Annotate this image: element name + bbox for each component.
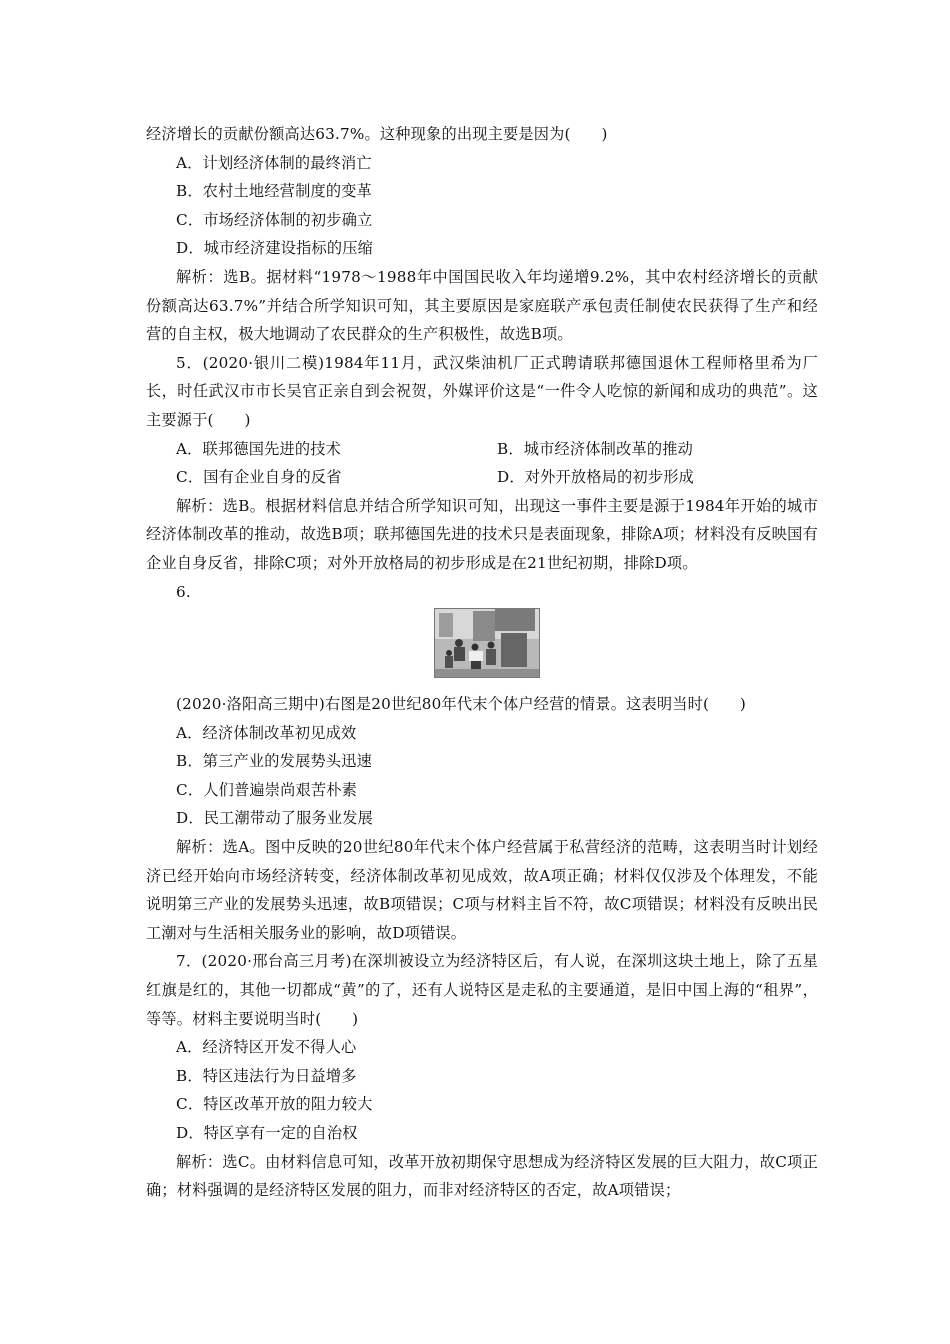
street-barber-photo	[434, 608, 540, 678]
q4-option-c: C．市场经济体制的初步确立	[176, 210, 373, 229]
q6-answer-analysis: 解析：选A。图中反映的20世纪80年代末个体户经营属于私营经济的范畴，这表明当时计划经济已经开始向市场经济转变，经济体制改革初见成效，故A项正确；材料仅仅涉及个体理发，不能说明第三产业的发展势头迅速，故B项错误；C项与材料主旨不符，故C项错误；材料没有反映出民工潮对与生活相关服务业的影响，故D项错误。	[146, 838, 818, 942]
q7-option-d: D．特区享有一定的自治权	[176, 1124, 358, 1142]
q5-options-row-2	[146, 463, 818, 492]
q4-answer-analysis: 解析：选B。据材料“1978～1988年中国国民收入年均递增9.2%，其中农村经济增长的贡献份额高达63.7%”并结合所学知识可知，其主要原因是家庭联产承包责任制使农民获得了生产和经营的自主权，极大地调动了农民群众的生产积极性，故选B项。	[146, 267, 818, 344]
q4-stem-tail: 经济增长的贡献份额高达63.7%。这种现象的出现主要是因为( )	[146, 125, 608, 143]
q6-option-b: B．第三产业的发展势头迅速	[176, 752, 373, 771]
q6-option-d: D．民工潮带动了服务业发展	[176, 809, 374, 828]
q5-option-c: C．国有企业自身的反省	[176, 468, 342, 487]
q5-options-row-1	[146, 435, 818, 464]
q4-option-a: A．计划经济体制的最终消亡	[176, 153, 372, 172]
q5-option-b: B．城市经济体制改革的推动	[497, 439, 694, 458]
q4-option-b: B．农村土地经营制度的变革	[176, 182, 373, 201]
page-content	[146, 120, 818, 1205]
q7-stem: 7．(2020·邢台高三月考)在深圳被设立为经济特区后，有人说，在深圳这块土地上，除了五星红旗是红的，其他一切都成“黄”的了，还有人说特区是走私的主要通道，是旧中国上海的“租界”，等等。材料主要说明当时( )	[146, 952, 818, 1028]
q5-option-a: A．联邦德国先进的技术	[176, 439, 342, 458]
q6-option-c: C．人们普遍崇尚艰苦朴素	[176, 780, 358, 799]
q5-answer-analysis: 解析：选B。根据材料信息并结合所学知识可知，出现这一事件主要是源于1984年开始的城市经济体制改革的推动，故选B项；联邦德国先进的技术只是表面现象，排除A项；材料没有反映国有企业自身反省，排除C项；对外开放格局的初步形成是在21世纪初期，排除D项。	[146, 496, 818, 572]
q7-option-b: B．特区违法行为日益增多	[176, 1066, 357, 1085]
q6-stem: (2020·洛阳高三期中)右图是20世纪80年代末个体户经营的情景。这表明当时( )	[176, 695, 747, 714]
q7-option-c: C．特区改革开放的阻力较大	[176, 1095, 373, 1114]
q6-photo-container	[146, 608, 818, 686]
q4-option-d: D．城市经济建设指标的压缩	[176, 239, 374, 258]
q6-option-a: A．经济体制改革初见成效	[176, 723, 357, 742]
q5-stem: 5．(2020·银川二模)1984年11月，武汉柴油机厂正式聘请联邦德国退休工程师格里希为厂长，时任武汉市市长吴官正亲自到会祝贺，外媒评价这是“一件令人吃惊的新闻和成功的典范”。这主要源于( )	[146, 353, 818, 429]
q7-answer-analysis: 解析：选C。由材料信息可知，改革开放初期保守思想成为经济特区发展的巨大阻力，故C项正确；材料强调的是经济特区发展的阻力，而非对经济特区的否定，故A项错误；	[146, 1152, 818, 1200]
q5-option-d: D．对外开放格局的初步形成	[497, 468, 695, 487]
q6-number: 6.	[176, 582, 191, 601]
q7-option-a: A．经济特区开发不得人心	[176, 1038, 357, 1057]
